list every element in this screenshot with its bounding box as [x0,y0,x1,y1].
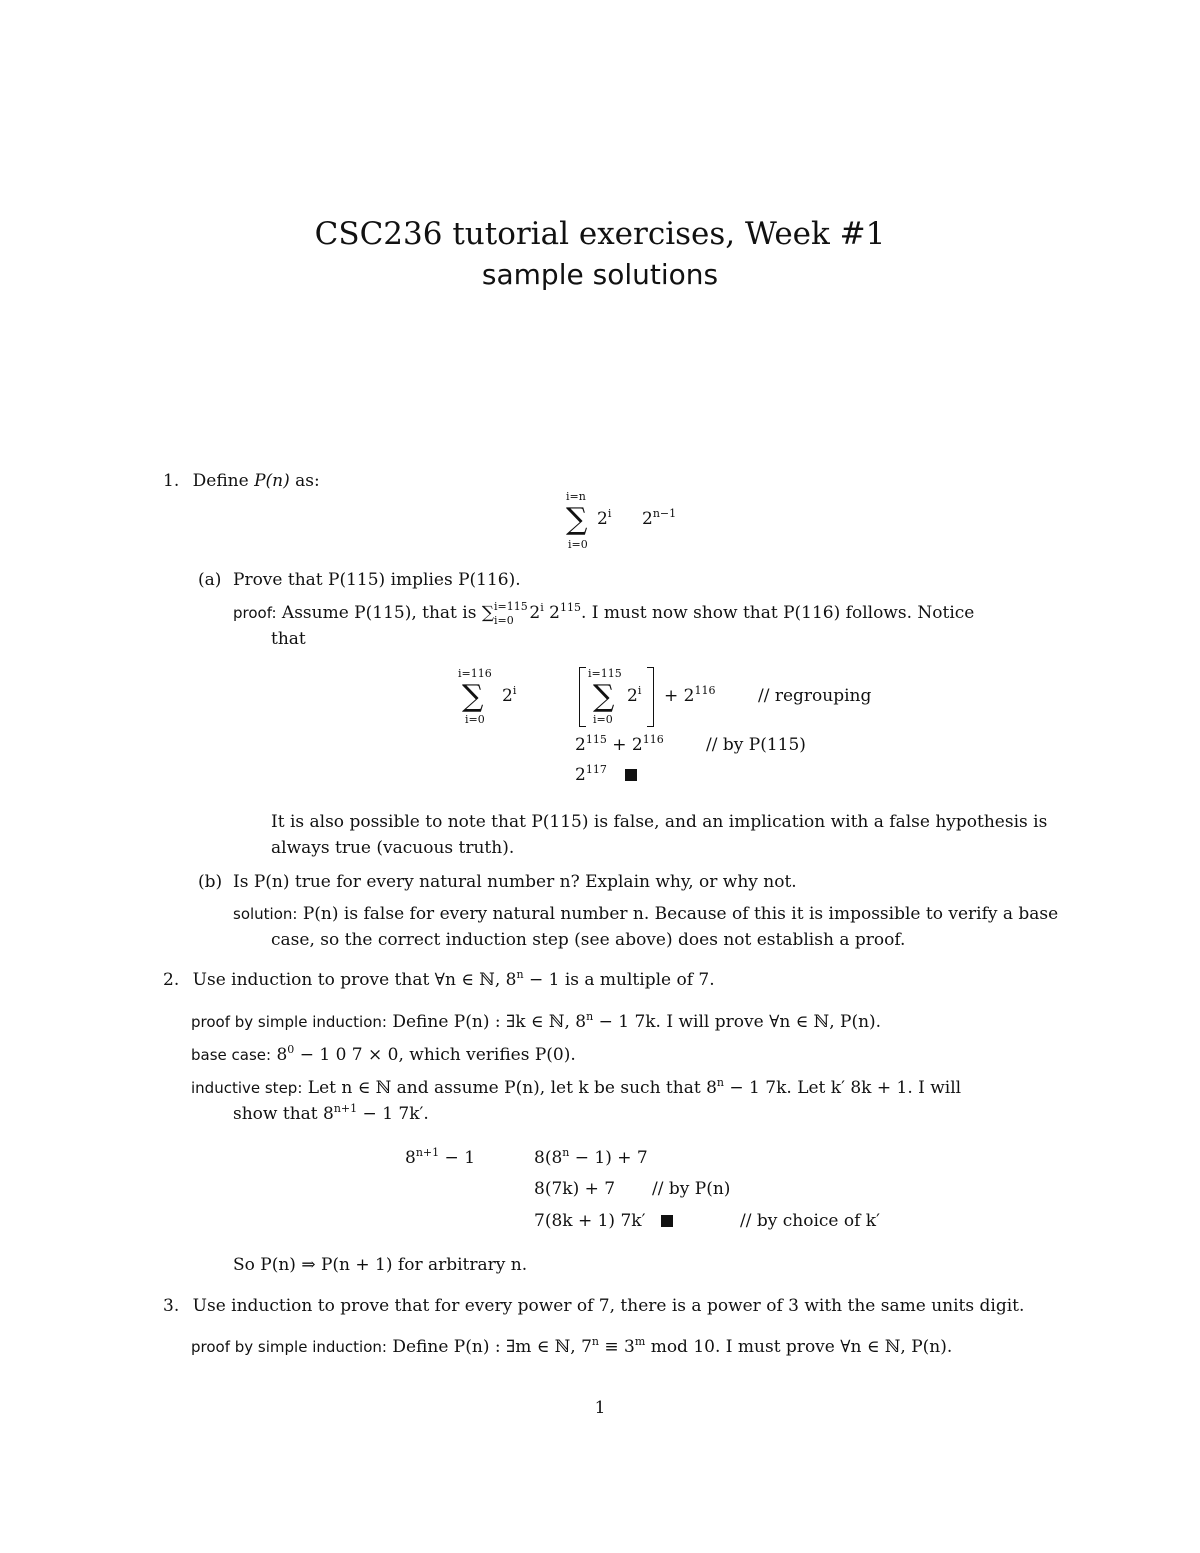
sigma-symbol: ∑ [566,502,588,537]
eq-sum1-term: 2$^i$ [502,684,517,706]
question-number: 1. [163,471,180,491]
sum-term: 2$^i$ [597,507,612,529]
qed-square-icon [661,1215,673,1227]
q3-proof-line: proof by simple induction: Define P(n) : ∃m ∈ ℕ, $7^n \equiv 3^m$ mod 10. I must prove ∀n ∈ ℕ, P(n). [191,1335,953,1357]
sum-rhs: $2^{n-1}$ [642,507,677,529]
q2-proof-line: proof by simple induction: Define P(n) : ∃k ∈ ℕ, $8^n - 1$ 7k. I will prove ∀n ∈ ℕ, P(n). [191,1010,882,1032]
sum-lower-limit: i=0 [568,538,588,551]
solution-label: solution: [233,905,298,923]
q2-eq-comment-2: // by P(n) [652,1179,731,1199]
part-b-text: Is P(n) true for every natural number n? Explain why, or why not. [233,872,797,892]
q2-conclusion: So P(n) ⇒ P(n + 1) for arbitrary n. [233,1255,528,1275]
solution-line-2: case, so the correct induction step (see above) does not establish a proof. [271,930,906,950]
eq-comment-regrouping: // regrouping [758,686,872,706]
eq-sigma-2: ∑ [593,679,615,714]
proof-label: proof by simple induction: [191,1338,387,1356]
proof-line-1: proof: Assume P(115), that is ∑ i=115 i=0 2$^i$ $2^{115}$. I must now show that P(116) follows. Notice [233,600,975,627]
eq-sum1-upper: i=116 [458,667,492,680]
page-number: 1 [594,1398,606,1418]
vacuous-line-2: always true (vacuous truth). [271,838,515,858]
proof-label: proof: [233,604,277,622]
proof-label: proof by simple induction: [191,1013,387,1031]
q2-eq-row-2: 8(7k) + 7 [534,1179,616,1199]
q1-intro: Define P(n) as: [192,471,320,491]
sum-upper-limit: i=n [566,490,586,503]
q2-eq-comment-3: // by choice of k′ [740,1211,880,1231]
document-title: CSC236 tutorial exercises, Week #1 [314,216,886,252]
right-bracket [647,667,654,727]
q2-inductive-step-2: show that $8^{n+1} - 1$ 7k′. [233,1102,429,1124]
eq-plus-term: + $2^{116}$ [664,684,716,706]
q2-base-case: base case: $8^0 - 1$ 0 7 × 0, which verifies P(0). [191,1043,576,1065]
base-case-label: base case: [191,1046,272,1064]
question-1 [163,470,320,492]
q2-inductive-step-1: inductive step: Let n ∈ ℕ and assume P(n), let k be such that $8^n - 1$ 7k. Let k′ 8k + 1. I will [191,1076,962,1098]
part-a-text: Prove that P(115) implies P(116). [233,570,521,590]
vacuous-line-1: It is also possible to note that P(115) is false, and an implication with a false hypothesis is [271,812,1048,832]
proof-line-2: that [271,629,306,649]
eq-sum2-upper: i=115 [588,667,622,680]
eq-sum2-lower: i=0 [593,713,613,726]
eq-line-2: $2^{115} + 2^{116}$ [575,733,664,755]
qed-square-icon [625,769,637,781]
question-3: 3. Use induction to prove that for every power of 7, there is a power of 3 with the same units digit. [163,1296,1025,1316]
eq-sum2-term: 2$^i$ [627,684,642,706]
eq-sigma-1: ∑ [462,679,484,714]
question-number: 2. [163,970,180,990]
eq-sum1-lower: i=0 [465,713,485,726]
eq-line-3: $2^{117}$ [575,764,637,786]
q2-eq-lhs: $8^{n+1} - 1$ [405,1146,476,1168]
document-subtitle: sample solutions [481,258,719,291]
inductive-step-label: inductive step: [191,1079,303,1097]
question-number: 3. [163,1296,180,1316]
left-bracket [579,667,586,727]
solution-line-1: solution: P(n) is false for every natural number n. Because of this it is impossible to verify a base [233,904,1059,924]
part-a-label: (a) [198,570,222,590]
q2-eq-row-3: 7(8k + 1) 7k′ [534,1210,673,1232]
eq-comment-by-p115: // by P(115) [706,735,806,755]
part-b-label: (b) [198,872,223,892]
question-2: 2. Use induction to prove that ∀n ∈ ℕ, $8^n - 1$ is a multiple of 7. [163,968,715,990]
q2-eq-row-1: $8(8^n - 1) + 7$ [534,1146,648,1168]
